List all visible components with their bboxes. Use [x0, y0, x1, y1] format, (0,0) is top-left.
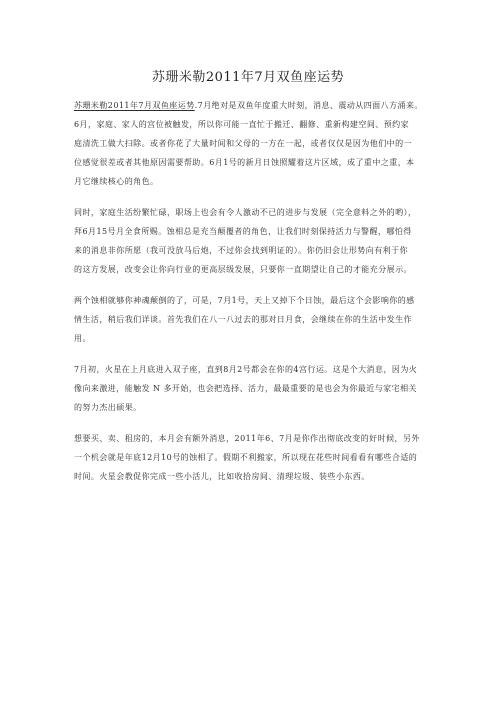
document-title: 苏珊米勒2011年7月双鱼座运势 — [151, 70, 345, 85]
paragraph-line: 来的消息非你所愿（我可没放马后炮，不过你会找到明证的）。你仍旧会让形势向有利于你 — [74, 246, 408, 255]
paragraph-line: 的这方发展，改变会让你向行业的更高层级发展，只要你一直期望让自己的才能充分展示。 — [74, 265, 412, 274]
document-body — [74, 96, 434, 498]
paragraph-line: 想要买、卖、租房的，本月会有额外消息，2011年6、7月是你作出彻底改变的好时候，另外 — [74, 434, 420, 443]
paragraph-2 — [74, 203, 434, 279]
paragraph-4 — [74, 360, 434, 417]
paragraph-line: 的努力杰出硕果。 — [74, 403, 142, 412]
paragraph-line: 月它继续核心的角色。 — [74, 177, 159, 186]
paragraph-line: 情生活，稍后我们详谈。首先我们在八一八过去的那对日月食，会继续在你的生活中发生作 — [74, 315, 412, 324]
paragraph-1 — [74, 96, 434, 191]
paragraph-line: 同时，家庭生活纷繁忙碌，职场上也会有令人激动不已的进步与发展（完全意料之外的哟）， — [74, 208, 417, 217]
paragraph-line: 位感觉很差或者其他原因需要帮助。6月1号的新月日蚀照耀着这片区域，成了重中之重，本 — [74, 158, 415, 167]
paragraph-line: 庭清洗工做大扫除。或者你花了大量时间和父母的一方在一起，或者仅仅是因为他们中的一 — [74, 139, 412, 148]
paragraph-line: 6月，家庭、家人的宫位被触发，所以你可能一直忙于搬迁、翻修、重新构建空间、预约家 — [74, 120, 410, 129]
paragraph-line-text: .7月绝对是双鱼年度重大时刻，消息、震动从四面八方涌来。 — [194, 101, 423, 110]
paragraph-line — [74, 96, 434, 115]
title-link[interactable]: 苏珊米勒2011年7月双鱼座运势 — [74, 101, 195, 110]
paragraph-line: 7月初，火星在上月底进入双子座，直到8月2号都会在你的4宫行运。这是个大消息，因为火 — [74, 365, 418, 374]
paragraph-line: 两个蚀相就够你神魂颠倒的了，可是，7月1号，天上又掉下个日蚀，最后这个会影响你的感 — [74, 296, 415, 305]
paragraph-line: 一个机会就是年底12月10号的蚀相了。假期不利搬家，所以现在花些时间看看有哪些合适的 — [74, 453, 418, 462]
paragraph-line: 拜6月15号月全食所赐。蚀相总是充当颠覆者的角色，让我们时刻保持活力与警醒，哪怕得 — [74, 227, 412, 236]
paragraph-line: 用。 — [74, 334, 91, 343]
paragraph-3 — [74, 291, 434, 348]
paragraph-5 — [74, 429, 434, 486]
paragraph-line: 像向来激进，能触发 N 多开始，也会把选择、活力，最最重要的是也会为你最近与家宅相关 — [74, 384, 417, 393]
paragraph-line: 时间。火星会教促你完成一些小活儿，比如收拾房间、清理垃圾、装些小东西。 — [74, 472, 370, 481]
